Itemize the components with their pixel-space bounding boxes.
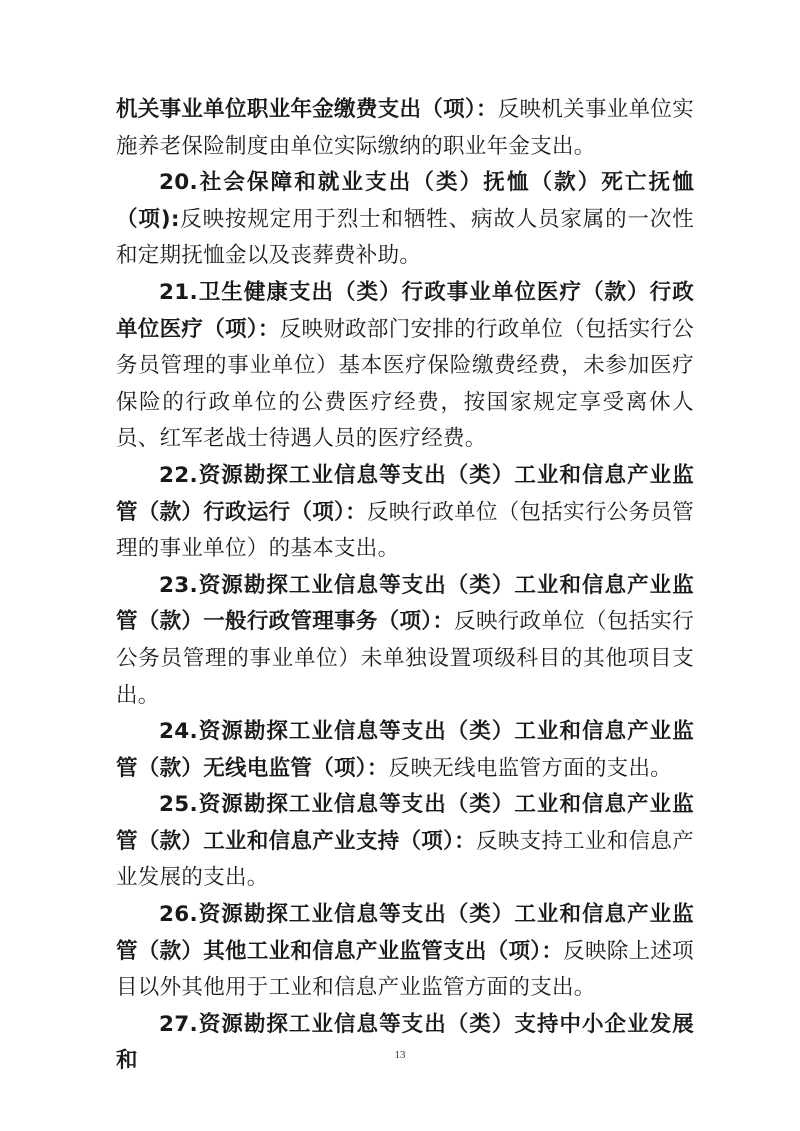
paragraph-21-text: 反映财政部门安排的行政单位（包括实行公务员管理的事业单位）基本医疗保险缴费经费，未参加医疗保险的行政单位的公费医疗经费，按国家规定享受离休人员、红军老战士待遇人员的医疗经费。 bbox=[116, 316, 695, 452]
paragraph-22-heading: 22.资源勘探工业信息等支出（类）工业和信息产业监管（款）行政运行（项）： bbox=[116, 462, 694, 525]
paragraph-26 bbox=[116, 897, 694, 1007]
paragraph-23-heading: 23.资源勘探工业信息等支出（类）工业和信息产业监管（款）一般行政管理事务（项）： bbox=[116, 572, 694, 635]
paragraph-26-text: 反映除上述项目以外其他用于工业和信息产业监管方面的支出。 bbox=[116, 938, 694, 1001]
paragraph-1-heading: 机关事业单位职业年金缴费支出（项）： bbox=[116, 97, 498, 122]
paragraph-23 bbox=[116, 568, 694, 714]
paragraph-20-text: 反映按规定用于烈士和牺牲、病故人员家属的一次性和定期抚恤金以及丧葬费补助。 bbox=[116, 206, 695, 269]
paragraph-24-heading: 24.资源勘探工业信息等支出（类）工业和信息产业监管（款）无线电监管（项）： bbox=[116, 719, 694, 781]
paragraph-23-text: 反映行政单位（包括实行公务员管理的事业单位）未单独设置项级科目的其他项目支出。 bbox=[116, 609, 694, 708]
paragraph-20-heading: 20.社会保障和就业支出（类）抚恤（款）死亡抚恤（项): bbox=[116, 170, 694, 232]
paragraph-25-heading: 25.资源勘探工业信息等支出（类）工业和信息产业监管（款）工业和信息产业支持（项）： bbox=[116, 792, 694, 854]
paragraph-27-heading: 27.资源勘探工业信息等支出（类）支持中小企业发展和 bbox=[116, 1011, 694, 1074]
paragraph-24-text: 反映无线电监管方面的支出。 bbox=[388, 755, 673, 781]
paragraph-1 bbox=[116, 92, 694, 165]
paragraph-22 bbox=[116, 458, 694, 568]
paragraph-1-text: 反映机关事业单位实施养老保险制度由单位实际缴纳的职业年金支出。 bbox=[116, 97, 694, 159]
page-number: 13 bbox=[394, 1049, 406, 1061]
paragraph-24 bbox=[116, 714, 694, 787]
document-page bbox=[116, 92, 694, 1080]
paragraph-25 bbox=[116, 787, 694, 897]
paragraph-21-heading: 21.卫生健康支出（类）行政事业单位医疗（款）行政单位医疗（项）： bbox=[116, 279, 694, 342]
paragraph-27 bbox=[116, 1007, 694, 1080]
paragraph-26-heading: 26.资源勘探工业信息等支出（类）工业和信息产业监管（款）其他工业和信息产业监管支出（项）： bbox=[116, 902, 694, 964]
paragraph-20 bbox=[116, 165, 694, 275]
paragraph-25-text: 反映支持工业和信息产业发展的支出。 bbox=[116, 828, 694, 891]
paragraph-22-text: 反映行政单位（包括实行公务员管理的事业单位）的基本支出。 bbox=[116, 499, 694, 562]
paragraph-21 bbox=[116, 275, 694, 458]
